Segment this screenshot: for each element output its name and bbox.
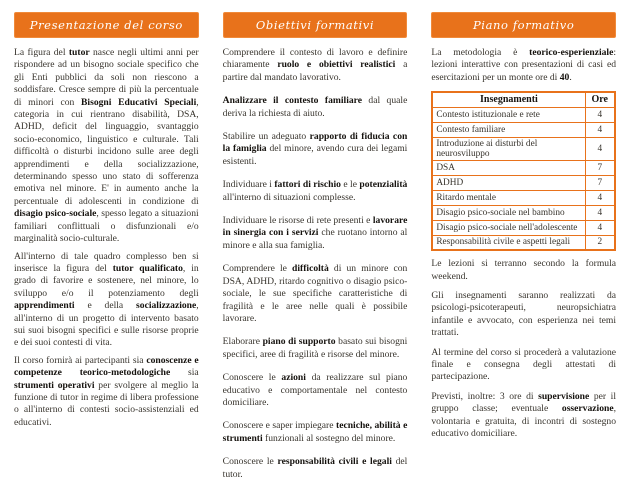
course-table-body bbox=[432, 107, 615, 250]
bold-text: osservazione bbox=[561, 403, 614, 415]
table-header-ore: Ore bbox=[585, 92, 615, 107]
course-hours-cell: 2 bbox=[585, 235, 615, 250]
course-hours-table bbox=[431, 91, 616, 251]
text: Stabilire un adeguato bbox=[222, 131, 310, 143]
course-name-cell: Responsabilità civile e aspetti legali bbox=[432, 235, 585, 250]
text: e le bbox=[340, 179, 360, 191]
bold-text: apprendimenti bbox=[14, 300, 75, 312]
text: dal quale deriva la richiesta di aiuto. bbox=[222, 95, 408, 119]
text: Conoscere e saper impiegare bbox=[222, 420, 336, 432]
text: all'interno di situazioni complesse. bbox=[222, 191, 356, 203]
text: basato sui bisogni specifici, aree di fragilità e risorse del minore. bbox=[222, 336, 408, 360]
section-banner-piano bbox=[431, 12, 616, 38]
paragraph bbox=[223, 215, 408, 252]
text: . bbox=[569, 71, 572, 83]
table-row bbox=[432, 190, 615, 205]
paragraph bbox=[223, 131, 408, 168]
paragraph bbox=[223, 179, 408, 204]
text: del tutor. bbox=[222, 456, 408, 480]
column-presentazione-body bbox=[14, 47, 199, 429]
table-row bbox=[432, 160, 615, 175]
section-title: Piano formativo bbox=[472, 18, 575, 32]
bold-text: tecniche, abilità e strumenti bbox=[222, 420, 408, 444]
bold-text: teorico-esperienziale bbox=[529, 47, 614, 58]
text: Comprendere il contesto di lavoro e definire chiaramente bbox=[222, 47, 408, 71]
table-row bbox=[432, 220, 615, 235]
text: Individuare i bbox=[222, 179, 275, 191]
text: , in grado di favorire e sostenere, nel minore, lo sviluppo e/o il potenziamento degli bbox=[14, 262, 199, 299]
section-banner-obiettivi bbox=[223, 12, 408, 38]
course-hours-cell: 4 bbox=[585, 137, 615, 160]
bold-text: lavorare in sinergia con i servizi bbox=[222, 215, 408, 239]
course-hours-cell: 7 bbox=[585, 175, 615, 190]
text: Il corso fornirà ai partecipanti sia bbox=[14, 354, 147, 366]
text: Conoscere le bbox=[222, 372, 282, 384]
paragraph bbox=[223, 336, 408, 361]
text: , categoria in cui rientrano disabilità, DSA, ADHD, deficit del linguaggio, svantaggio socio-economico, linguistico e culturale. Tali difficoltà o disturbi incidono sulle aree degli apprendimenti e della socializzazione, determinando spesso uno stato di sofferenza emotiva nel minore. E' in aumento anche la percentuale di adolescenti in condizione di bbox=[14, 96, 199, 207]
column-piano bbox=[431, 12, 616, 452]
paragraph bbox=[431, 47, 616, 84]
text: La figura del bbox=[14, 47, 69, 58]
text: del minore, avendo cura dei legami esistenti. bbox=[222, 143, 408, 167]
bold-text: tutor qualificato bbox=[112, 262, 183, 274]
course-hours-cell: 4 bbox=[585, 122, 615, 137]
paragraph bbox=[223, 456, 408, 481]
bold-text: ruolo e obiettivi realistici bbox=[277, 59, 396, 71]
bold-text: piano di supporto bbox=[262, 336, 336, 348]
paragraph bbox=[14, 47, 199, 246]
paragraph bbox=[14, 355, 199, 429]
paragraph bbox=[431, 391, 616, 441]
text: All'interno di tale quadro complesso ben si inserisce la figura del bbox=[14, 250, 199, 274]
table-row bbox=[432, 137, 615, 160]
paragraph bbox=[223, 47, 408, 84]
column-obiettivi bbox=[222, 12, 408, 480]
text: , spesso legato a situazioni familiari conflittuali o disfunzionali e/o marginalità socio-culturale. bbox=[14, 208, 199, 245]
text: , all'interno di un progetto di intervento basato sui suoi bisogni specifici e sulle risorse proprie e dei suoi contesti di vita. bbox=[14, 300, 199, 349]
bold-text: Analizzare il contesto familiare bbox=[222, 95, 362, 107]
text: nasce negli ultimi anni per rispondere ad un bisogno sociale specifico che gli Enti pubblici da soli non riescono a soddisfare. Cresce sempre di più la percentuale di minori con bbox=[14, 47, 199, 108]
text: a partire dal mandato lavorativo. bbox=[222, 59, 408, 83]
text: Conoscere le bbox=[222, 456, 278, 468]
paragraph bbox=[431, 290, 616, 340]
table-row bbox=[432, 235, 615, 250]
column-piano-after bbox=[431, 258, 616, 440]
table-header-row bbox=[432, 92, 615, 107]
bold-text: azioni bbox=[281, 372, 306, 384]
text: di un minore con DSA, ADHD, ritardo cognitivo o disagio psico-sociale, le sue specifiche caratteristiche di fragilità e le aree nelle quali è possibile lavorare. bbox=[222, 263, 408, 324]
bold-text: tutor bbox=[68, 47, 90, 58]
text: La metodologia è bbox=[431, 47, 530, 58]
text: : lezioni interattive con presentazioni di casi ed esercitazioni per un monte ore di bbox=[431, 47, 617, 83]
text: Individuare le risorse di rete presenti e bbox=[222, 215, 373, 227]
course-name-cell: Introduzione ai disturbi del neurosviluppo bbox=[432, 137, 585, 160]
text: e della bbox=[74, 300, 137, 312]
paragraph bbox=[223, 263, 408, 325]
table-row bbox=[432, 175, 615, 190]
table-header-insegnamenti: Insegnamenti bbox=[432, 92, 585, 107]
text: Al termine del corso si procederà a valutazione finale e consegna degli attestati di partecipazione. bbox=[431, 346, 617, 383]
table-row bbox=[432, 122, 615, 137]
column-piano-intro bbox=[431, 47, 616, 84]
paragraph bbox=[223, 95, 408, 120]
bold-text: conoscenze e competenze teorico-metodologiche bbox=[14, 354, 199, 379]
bold-text: 40 bbox=[559, 71, 570, 83]
course-name-cell: DSA bbox=[432, 160, 585, 175]
course-hours-cell: 4 bbox=[585, 190, 615, 205]
text: Le lezioni si terranno secondo la formula weekend. bbox=[431, 258, 617, 282]
course-name-cell: Contesto familiare bbox=[432, 122, 585, 137]
paragraph bbox=[223, 372, 408, 409]
bold-text: strumenti operativi bbox=[14, 379, 95, 391]
table-row bbox=[432, 205, 615, 220]
text: sia bbox=[170, 367, 199, 379]
course-hours-cell: 4 bbox=[585, 107, 615, 122]
course-hours-cell: 4 bbox=[585, 205, 615, 220]
bold-text: rapporto di fiducia con la famiglia bbox=[222, 131, 408, 155]
course-name-cell: Disagio psico-sociale nel bambino bbox=[432, 205, 585, 220]
text: funzionali al sostegno del minore. bbox=[262, 432, 396, 444]
section-banner-presentazione bbox=[14, 12, 199, 38]
paragraph bbox=[223, 420, 408, 445]
paragraph bbox=[431, 258, 616, 283]
table-row bbox=[432, 107, 615, 122]
course-name-cell: Contesto istituzionale e rete bbox=[432, 107, 585, 122]
bold-text: Bisogni Educativi Speciali bbox=[81, 96, 197, 108]
section-title: Presentazione del corso bbox=[29, 18, 183, 32]
text: da realizzare sul piano educativo e comportamentale nel contesto domiciliare. bbox=[222, 372, 408, 408]
bold-text: socializzazione bbox=[136, 300, 197, 312]
course-hours-cell: 7 bbox=[585, 160, 615, 175]
section-title: Obiettivi formativi bbox=[255, 18, 375, 32]
paragraph bbox=[431, 347, 616, 384]
text: Gli insegnamenti saranno realizzati da psicologi-psicoterapeuti, neuropsichiatra infantile e avvocato, con esperienza nei temi trattati. bbox=[431, 290, 617, 339]
text: per svolgere al meglio la funzione di tutor in regime di libera professione o all'interno di contesti socio-assistenziali ed educativi. bbox=[14, 379, 199, 428]
bold-text: supervisione bbox=[538, 390, 590, 402]
bold-text: difficoltà bbox=[292, 263, 329, 275]
text: , volontaria e gratuita, di incontri di sostegno educativo domiciliare. bbox=[431, 403, 617, 440]
column-obiettivi-body bbox=[223, 47, 408, 481]
course-name-cell: ADHD bbox=[432, 175, 585, 190]
text: Elaborare bbox=[222, 336, 263, 348]
column-presentazione bbox=[14, 12, 199, 452]
bold-text: potenzialità bbox=[359, 179, 408, 191]
bold-text: disagio psico-sociale bbox=[14, 208, 97, 220]
text: Previsti, inoltre: 3 ore di bbox=[431, 390, 539, 402]
bold-text: fattori di rischio bbox=[274, 179, 341, 191]
course-name-cell: Ritardo mentale bbox=[432, 190, 585, 205]
course-hours-cell: 4 bbox=[585, 220, 615, 235]
text: Comprendere le bbox=[222, 263, 293, 275]
paragraph bbox=[14, 251, 199, 350]
text: che ruotano intorno al minore e alla sua famiglia. bbox=[222, 227, 408, 251]
bold-text: responsabilità civili e legali bbox=[277, 456, 392, 468]
course-name-cell: Disagio psico-sociale nell'adolescente bbox=[432, 220, 585, 235]
text: per il gruppo classe; eventuale bbox=[431, 390, 616, 415]
